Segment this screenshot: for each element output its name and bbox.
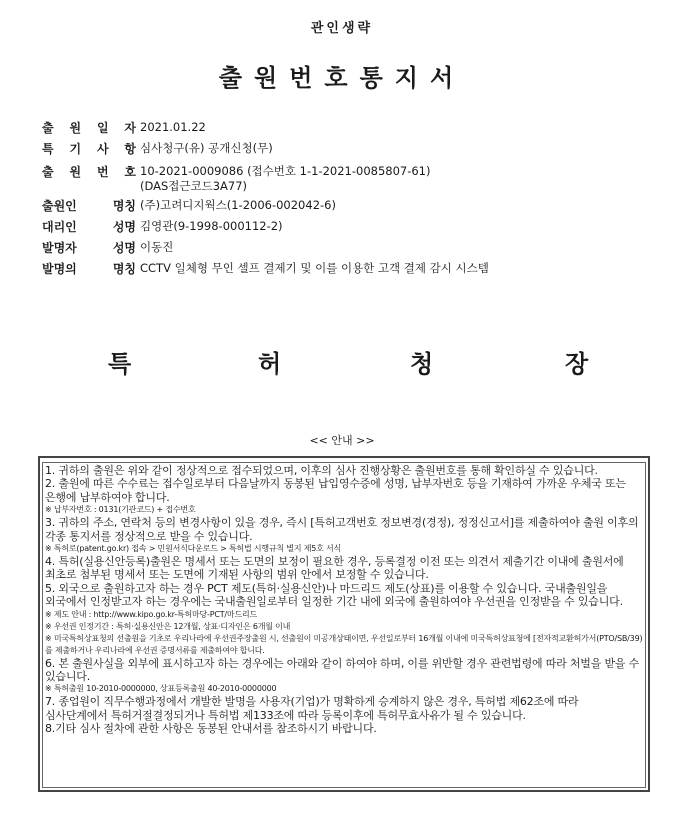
info-label: 출 원 번 호 bbox=[42, 165, 136, 179]
guide-item: 4. 특허(실용신안등록)출원은 명세서 또는 도면의 보정이 필요한 경우, 등록결정 이전 또는 의견서 제출기간 이내에 출원서에 최초로 첨부된 명세서 또는 도면에 기재된 사항의 범위 안에서 보정할 수 있습니다. bbox=[45, 555, 624, 582]
page-title: 출원번호통지서 bbox=[218, 64, 466, 92]
guide-item: 1. 귀하의 출원은 위와 같이 정상적으로 접수되었으며, 이후의 심사 진행상황은 출원번호를 통해 확인하실 수 있습니다. bbox=[45, 464, 598, 477]
info-row-invention-title bbox=[42, 259, 662, 280]
guide-item: 6. 본 출원사실을 외부에 표시하고자 하는 경우에는 아래와 같이 하여야 하며, 이를 위반할 경우 관련법령에 따라 처벌을 받을 수 있습니다. bbox=[45, 656, 640, 684]
guide-note: ※ 특허로(patent.go.kr) 접속 > 민원서식다운로드 > 특허법 시행규칙 별지 제5호 서식 bbox=[45, 544, 342, 554]
application-info bbox=[42, 118, 662, 280]
guide-note: ※ 납부자번호 : 0131(기관코드) + 접수번호 bbox=[45, 505, 196, 515]
info-value: 심사청구(유) 공개신청(무) bbox=[140, 141, 273, 155]
info-row-filing-date bbox=[42, 118, 662, 139]
issuer-char: 장 bbox=[565, 350, 589, 378]
issuer-char: 특 bbox=[108, 350, 132, 378]
info-value: 김영관(9-1998-000112-2) bbox=[140, 219, 283, 233]
info-label: 발명자 성명 bbox=[42, 241, 136, 255]
guide-note: ※ 특허출원 10-2010-0000000, 상표등록출원 40-2010-0000000 bbox=[45, 684, 277, 694]
info-value bbox=[138, 162, 430, 194]
info-row-agent bbox=[42, 217, 662, 238]
guide-box bbox=[38, 456, 650, 792]
guide-item: 7. 종업원이 직무수행과정에서 개발한 발명을 사용자(기업)가 명확하게 승계하지 않은 경우, 특허법 제62조에 따라 심사단계에서 특허거절결정되거나 특허법 제133조에 따라 등록이후에 특허무효사유가 될 수 있습니다. bbox=[45, 695, 579, 722]
info-row-application-number bbox=[42, 162, 662, 194]
info-label: 출 원 일 자 bbox=[42, 121, 136, 135]
info-label: 출원인 명칭 bbox=[42, 199, 136, 213]
info-value: 2021.01.22 bbox=[140, 120, 206, 134]
guide-item: 2. 출원에 따른 수수료는 접수일로부터 다음날까지 동봉된 납입영수증에 성명, 납부자번호 등을 기재하여 가까운 우체국 또는 은행에 납부하여야 합니다. bbox=[45, 477, 626, 504]
application-number: 10-2021-0009086 (접수번호 1-1-2021-0085807-61) bbox=[140, 164, 431, 178]
guide-item: 8.기타 심사 절차에 관한 사항은 동봉된 안내서를 참조하시기 바랍니다. bbox=[45, 722, 377, 736]
issuer-kipo-commissioner bbox=[0, 344, 684, 384]
guide-item: 5. 외국으로 출원하고자 하는 경우 PCT 제도(특허·실용신안)나 마드리드 제도(상표)를 이용할 수 있습니다. 국내출원일을 외국에서 인정받고자 하는 경우에는 국내출원일로부터 일정한 기간 내에 외국에 출원하여야 우선권을 인정받을 수 있습니다. bbox=[45, 581, 623, 609]
das-access-code: (DAS접근코드3A77) bbox=[140, 179, 248, 193]
info-value: (주)고려디지웍스(1-2006-002042-6) bbox=[140, 198, 336, 212]
info-label: 특 기 사 항 bbox=[42, 142, 136, 156]
info-value: CCTV 일체형 무인 셀프 결제기 및 이를 이용한 고객 결제 감시 시스템 bbox=[140, 261, 489, 275]
info-row-applicant bbox=[42, 196, 662, 217]
guide-note: ※ 미국특허상표청의 선출원을 기초로 우리나라에 우선권주장출원 시, 선출원이 미공개상태이면, 우선일로부터 16개월 이내에 미국특허상표청에 [전자적교환허가서(PTO/SB/39)를 제출하거나 우리나라에 우선권 증명서류를 제출하여야 합니다. bbox=[45, 633, 643, 655]
issuer-char: 허 bbox=[258, 350, 282, 378]
guide-note: ※ 제도 안내 : http://www.kipo.go.kr-특허마당-PCT/마드리드 bbox=[45, 609, 258, 619]
guide-box-inner bbox=[42, 462, 646, 788]
guide-heading: << 안내 >> bbox=[309, 434, 375, 447]
guide-item: 3. 귀하의 주소, 연락처 등의 변경사항이 있을 경우, 즉시 [특허고객번호 정보변경(경정), 정정신고서]를 제출하여야 출원 이후의 각종 통지서를 정상적으로 받을 수 있습니다. bbox=[45, 516, 639, 543]
guide-text bbox=[43, 463, 645, 736]
info-row-inventor bbox=[42, 238, 662, 259]
info-label: 발명의 명칭 bbox=[42, 262, 136, 276]
notice-seal-omitted: 관인생략 bbox=[310, 21, 374, 36]
issuer-char: 청 bbox=[410, 350, 434, 378]
info-value: 이동진 bbox=[140, 240, 174, 254]
info-label: 대리인 성명 bbox=[42, 220, 136, 234]
info-row-special-notes bbox=[42, 139, 662, 160]
guide-note: ※ 우선권 인정기간 : 특허·실용신안은 12개월, 상표·디자인은 6개월 이내 bbox=[45, 621, 291, 631]
